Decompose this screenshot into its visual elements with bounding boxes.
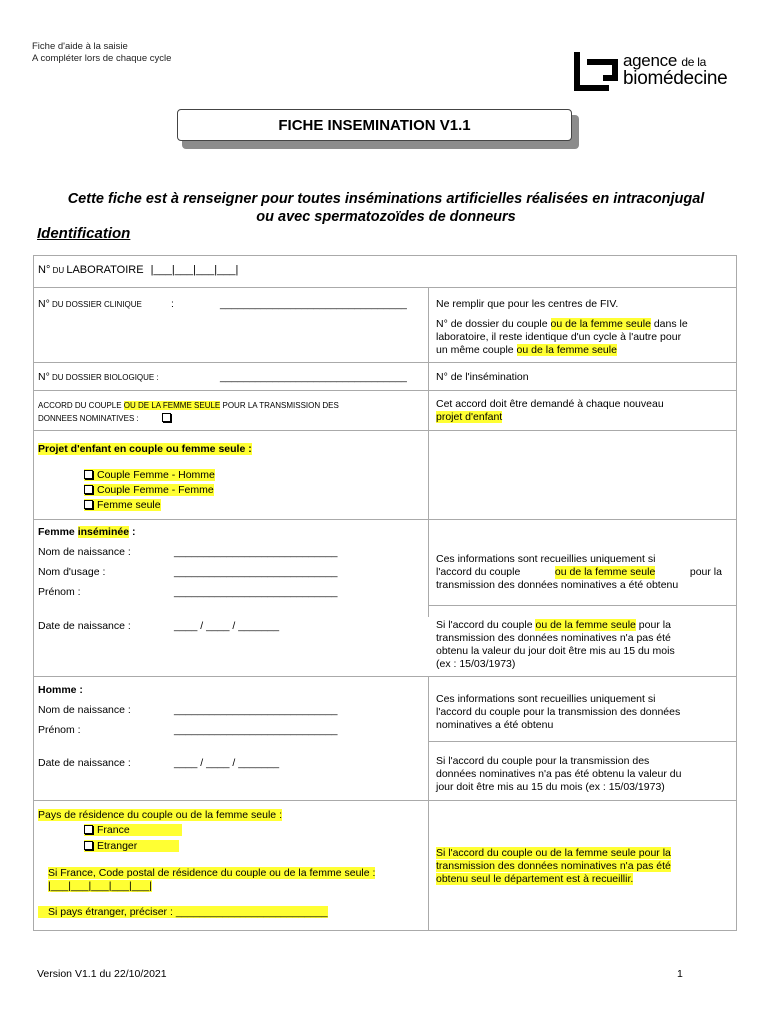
lab-number-boxes[interactable]: |___|___|___|___|	[150, 264, 239, 276]
homme-date-input[interactable]: ____ / ____ / _______	[174, 757, 280, 769]
homme-note	[436, 693, 722, 732]
dossier-clinique-note1: Ne remplir que pour les centres de FIV.	[436, 298, 619, 310]
accord-label-line2: DONNEES NOMINATIVES :	[38, 412, 175, 425]
checkbox-icon[interactable]	[84, 485, 93, 494]
footer-version: Version V1.1 du 22/10/2021	[37, 968, 167, 980]
femme-date-label: Date de naissance :	[38, 620, 131, 632]
femme-note	[436, 553, 722, 592]
header-note-line2: A compléter lors de chaque cycle	[32, 53, 172, 64]
logo-text-agence: agence	[623, 51, 677, 70]
checkbox-icon[interactable]	[84, 500, 93, 509]
page-title: FICHE INSEMINATION V1.1	[177, 109, 572, 141]
femme-prenom-label: Prénom :	[38, 586, 81, 598]
accord-note-line1: Cet accord doit être demandé à chaque nouveau	[436, 398, 664, 410]
footer-page-number: 1	[677, 968, 683, 980]
femme-note-line2: l'accord du couple ou de la femme seule pour la	[436, 566, 722, 578]
femme-nom-usage-label: Nom d'usage :	[38, 566, 106, 578]
homme-heading: Homme :	[38, 684, 83, 696]
row-divider	[34, 800, 736, 801]
dossier-clinique-note2-line2: laboratoire, il reste identique d'un cycle à l'autre pour	[436, 331, 682, 343]
dossier-bio-input[interactable]: ________________________________	[220, 371, 407, 383]
dossier-clinique-label: N° DU DOSSIER CLINIQUE	[38, 298, 142, 310]
row-divider	[34, 676, 736, 677]
dossier-clinique-colon: :	[171, 298, 174, 310]
row-divider	[428, 605, 736, 606]
homme-date-label: Date de naissance :	[38, 757, 131, 769]
agence-biomedecine-logo	[573, 48, 733, 98]
femme-note-line1: Ces informations sont recueillies uniquement si	[436, 553, 656, 565]
femme-date-note-line1: Si l'accord du couple ou de la femme seule pour la	[436, 619, 671, 631]
homme-prenom-label: Prénom :	[38, 724, 81, 736]
femme-nom-naissance-label: Nom de naissance :	[38, 546, 131, 558]
row-divider	[34, 519, 736, 520]
row-divider	[34, 430, 736, 431]
dossier-clinique-note2-line3: un même couple ou de la femme seule	[436, 344, 617, 356]
homme-note-line3: nominatives a été obtenu	[436, 719, 554, 731]
row-divider	[34, 287, 736, 288]
projet-option-couple-femme-homme[interactable]: Couple Femme - Homme	[84, 469, 215, 482]
pays-option-france[interactable]: France	[84, 824, 182, 837]
header-note-line1: Fiche d'aide à la saisie	[32, 41, 128, 52]
pays-note-line3: obtenu seul le département est à recueillir.	[436, 873, 634, 885]
checkbox-icon[interactable]	[84, 825, 93, 834]
femme-nom-usage-input[interactable]: ____________________________	[174, 566, 338, 578]
homme-date-note-line1: Si l'accord du couple pour la transmission des	[436, 755, 650, 767]
femme-date-input[interactable]: ____ / ____ / _______	[174, 620, 280, 632]
pays-etranger-field: Si pays étranger, préciser : __________________________	[38, 906, 328, 919]
checkbox-icon[interactable]	[84, 841, 93, 850]
dossier-bio-label: N° DU DOSSIER BIOLOGIQUE :	[38, 371, 159, 383]
femme-heading: Femme inséminée :	[38, 526, 136, 538]
intro-line2: ou avec spermatozoïdes de donneurs	[256, 209, 516, 225]
pays-heading: Pays de résidence du couple ou de la femme seule :	[38, 809, 282, 821]
projet-option-couple-femme-femme[interactable]: Couple Femme - Femme	[84, 484, 214, 497]
pays-cp-label: Si France, Code postal de résidence du couple ou de la femme seule :	[48, 867, 376, 879]
femme-date-note-line2: transmission des données nominatives n'a pas été	[436, 632, 671, 644]
projet-option-femme-seule[interactable]: Femme seule	[84, 499, 161, 512]
femme-note-line3: transmission des données nominatives a été obtenu	[436, 579, 679, 591]
pays-note-line1: Si l'accord du couple ou de la femme seule pour la	[436, 847, 671, 859]
homme-nom-naissance-input[interactable]: ____________________________	[174, 704, 338, 716]
row-divider	[428, 741, 736, 742]
logo-mark-icon	[573, 48, 621, 96]
column-divider	[428, 287, 429, 617]
checkbox-icon[interactable]	[84, 470, 93, 479]
lab-label: N° DU LABORATOIRE |___|___|___|___|	[38, 264, 239, 276]
identification-form	[33, 255, 737, 931]
femme-date-note-line3: obtenu la valeur du jour doit être mis au 15 du mois	[436, 645, 675, 657]
row-divider	[34, 390, 736, 391]
femme-nom-naissance-input[interactable]: ____________________________	[174, 546, 338, 558]
column-divider	[428, 676, 429, 931]
pays-cp-boxes[interactable]: |___|___|___|___|___|	[48, 880, 152, 892]
accord-note-line2: projet d'enfant	[436, 411, 503, 423]
header-note	[32, 41, 171, 65]
dossier-bio-note: N° de l'insémination	[436, 371, 529, 383]
femme-prenom-input[interactable]: ____________________________	[174, 586, 338, 598]
accord-label-line1: ACCORD DU COUPLE OU DE LA FEMME SEULE POUR LA TRANSMISSION DES	[38, 401, 339, 410]
pays-option-etranger[interactable]: Etranger	[84, 840, 179, 853]
row-divider	[34, 362, 736, 363]
projet-heading: Projet d'enfant en couple ou femme seule :	[38, 443, 252, 455]
homme-note-line2: l'accord du couple pour la transmission des données	[436, 706, 681, 718]
logo-text-biomedecine: biomédecine	[623, 68, 728, 89]
logo-text-de-la: de la	[681, 55, 706, 69]
homme-note-line1: Ces informations sont recueillies uniquement si	[436, 693, 656, 705]
accord-checkbox[interactable]	[162, 413, 171, 422]
homme-prenom-input[interactable]: ____________________________	[174, 724, 338, 736]
intro-line1: Cette fiche est à renseigner pour toutes inséminations artificielles réalisées en intraconjugal	[67, 191, 705, 207]
intro-text	[36, 190, 736, 226]
dossier-clinique-input[interactable]: ________________________________	[220, 298, 407, 310]
pays-note-line2: transmission des données nominatives n'a pas été	[436, 860, 671, 872]
pays-etranger-input[interactable]: __________________________	[175, 906, 328, 918]
identification-heading: Identification	[37, 225, 131, 242]
homme-date-note-line3: jour doit être mis au 15 du mois (ex : 15/03/1973)	[436, 781, 665, 793]
homme-date-note-line2: données nominatives n'a pas été obtenu la valeur du	[436, 768, 682, 780]
femme-date-note-line4: (ex : 15/03/1973)	[436, 658, 516, 670]
dossier-clinique-note2: N° de dossier du couple ou de la femme seule dans le	[436, 318, 688, 330]
homme-nom-naissance-label: Nom de naissance :	[38, 704, 131, 716]
